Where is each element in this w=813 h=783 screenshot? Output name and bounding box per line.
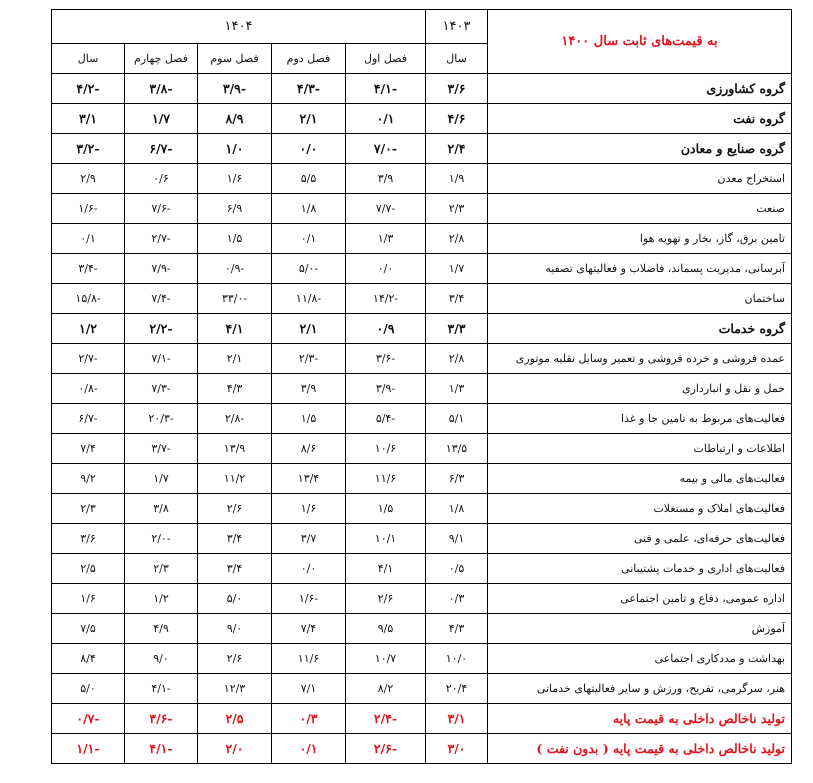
table-row: [52, 584, 792, 614]
cell-q3: -۳۳/۰: [198, 284, 272, 314]
cell-q1: ۱۱/۶: [346, 464, 426, 494]
cell-q3: ۱/۶: [198, 164, 272, 194]
cell-q3: -۰/۹: [198, 254, 272, 284]
gdp-growth-table: [51, 9, 792, 764]
cell-year-1404: ۷/۵: [52, 614, 125, 644]
cell-q3: -۳/۹: [198, 74, 272, 104]
cell-year-1403: ۳/۴: [426, 284, 488, 314]
cell-q3: ۴/۳: [198, 374, 272, 404]
cell-year-1404: -۰/۷: [52, 704, 125, 734]
cell-q3: ۲/۶: [198, 644, 272, 674]
cell-year-1403: ۹/۱: [426, 524, 488, 554]
row-label: آبرسانی، مدیریت پسماند، فاضلاب و فعالیتهای تصفیه: [488, 254, 792, 284]
cell-year-1404: -۰/۸: [52, 374, 125, 404]
cell-q3: ۱۱/۲: [198, 464, 272, 494]
cell-q4: -۳/۸: [125, 74, 198, 104]
row-label: ساختمان: [488, 284, 792, 314]
cell-q4: -۷/۱: [125, 344, 198, 374]
cell-q2: ۷/۴: [272, 614, 346, 644]
row-label: عمده فروشی و خرده فروشی و تعمیر وسایل نقلیه موتوری: [488, 344, 792, 374]
cell-year-1404: ۹/۲: [52, 464, 125, 494]
table-row: [52, 734, 792, 764]
cell-q2: ۵/۵: [272, 164, 346, 194]
col-header-q2: فصل دوم: [272, 44, 346, 74]
table-row: [52, 254, 792, 284]
cell-q2: ۷/۱: [272, 674, 346, 704]
table-row: [52, 104, 792, 134]
cell-year-1403: ۰/۳: [426, 584, 488, 614]
cell-q3: ۲/۱: [198, 344, 272, 374]
table-row: [52, 524, 792, 554]
row-label: اطلاعات و ارتباطات: [488, 434, 792, 464]
row-label: بهداشت و مددکاری اجتماعی: [488, 644, 792, 674]
col-header-q3: فصل سوم: [198, 44, 272, 74]
col-header-q1: فصل اول: [346, 44, 426, 74]
cell-q2: -۵/۰: [272, 254, 346, 284]
cell-year-1404: -۱۵/۸: [52, 284, 125, 314]
row-label: آموزش: [488, 614, 792, 644]
cell-q1: ۹/۵: [346, 614, 426, 644]
year-1403-header: ۱۴۰۳: [426, 10, 488, 44]
cell-year-1404: ۷/۴: [52, 434, 125, 464]
cell-year-1403: ۳/۱: [426, 704, 488, 734]
cell-q3: ۱/۵: [198, 224, 272, 254]
row-label: فعالیت‌های مربوط به تامین جا و غذا: [488, 404, 792, 434]
cell-year-1403: ۱/۹: [426, 164, 488, 194]
row-label: حمل و نقل و انبارداری: [488, 374, 792, 404]
table-row: [52, 674, 792, 704]
row-label: تولید ناخالص داخلی به قیمت پایه: [488, 704, 792, 734]
cell-q2: ۰/۳: [272, 704, 346, 734]
cell-q1: ۳/۹: [346, 164, 426, 194]
cell-q4: -۶/۷: [125, 134, 198, 164]
cell-q4: -۳/۷: [125, 434, 198, 464]
row-label: فعالیت‌های املاک و مستغلات: [488, 494, 792, 524]
cell-year-1403: ۴/۳: [426, 614, 488, 644]
cell-q3: ۶/۹: [198, 194, 272, 224]
cell-year-1403: ۲/۸: [426, 224, 488, 254]
row-label: تولید ناخالص داخلی به قیمت پایه ( بدون نفت ): [488, 734, 792, 764]
cell-q1: -۵/۴: [346, 404, 426, 434]
table-row: [52, 434, 792, 464]
cell-q4: ۱/۷: [125, 104, 198, 134]
cell-year-1404: ۳/۱: [52, 104, 125, 134]
cell-year-1404: -۱/۱: [52, 734, 125, 764]
cell-year-1404: ۸/۴: [52, 644, 125, 674]
cell-year-1403: ۰/۵: [426, 554, 488, 584]
cell-year-1404: ۳/۶: [52, 524, 125, 554]
cell-q4: ۳/۸: [125, 494, 198, 524]
cell-q2: ۱۱/۶: [272, 644, 346, 674]
table-row: [52, 164, 792, 194]
cell-year-1403: ۳/۳: [426, 314, 488, 344]
table-row: [52, 614, 792, 644]
row-label: فعالیت‌های حرفه‌ای، علمی و فنی: [488, 524, 792, 554]
cell-q1: ۱/۵: [346, 494, 426, 524]
cell-q1: -۳/۹: [346, 374, 426, 404]
table-row: [52, 74, 792, 104]
cell-q1: -۲/۶: [346, 734, 426, 764]
cell-q2: ۱/۶: [272, 494, 346, 524]
row-label: فعالیت‌های اداری و خدمات پشتیبانی: [488, 554, 792, 584]
table-row: [52, 284, 792, 314]
cell-q4: -۷/۹: [125, 254, 198, 284]
cell-year-1403: ۵/۱: [426, 404, 488, 434]
cell-year-1403: ۲/۸: [426, 344, 488, 374]
cell-q2: -۱/۶: [272, 584, 346, 614]
row-label: گروه کشاورزی: [488, 74, 792, 104]
cell-q3: ۱۲/۳: [198, 674, 272, 704]
cell-q1: ۴/۱: [346, 554, 426, 584]
cell-q1: -۳/۶: [346, 344, 426, 374]
cell-q4: ۰/۶: [125, 164, 198, 194]
cell-q1: -۴/۱: [346, 74, 426, 104]
cell-year-1404: ۵/۰: [52, 674, 125, 704]
cell-year-1404: -۱/۶: [52, 194, 125, 224]
table-title: به قیمت‌های ثابت سال ۱۴۰۰: [488, 10, 792, 74]
row-label: هنر، سرگرمی، تفریح، ورزش و سایر فعالیتهای خدماتی: [488, 674, 792, 704]
table-row: [52, 194, 792, 224]
cell-q1: ۰/۰: [346, 254, 426, 284]
cell-q3: ۱/۰: [198, 134, 272, 164]
year-1404-header: ۱۴۰۴: [52, 10, 426, 44]
cell-q3: ۳/۴: [198, 554, 272, 584]
cell-q1: -۲/۴: [346, 704, 426, 734]
cell-q2: ۱۳/۴: [272, 464, 346, 494]
cell-q3: ۲/۶: [198, 494, 272, 524]
cell-q4: ۲/۳: [125, 554, 198, 584]
row-label: گروه نفت: [488, 104, 792, 134]
cell-q3: ۲/۰: [198, 734, 272, 764]
cell-year-1403: ۱۳/۵: [426, 434, 488, 464]
cell-q3: ۹/۰: [198, 614, 272, 644]
cell-q4: -۲۰/۳: [125, 404, 198, 434]
cell-q3: ۸/۹: [198, 104, 272, 134]
table-row: [52, 554, 792, 584]
col-header-year-1403: سال: [426, 44, 488, 74]
cell-year-1404: -۲/۷: [52, 344, 125, 374]
table-body: [52, 74, 792, 764]
cell-q1: ۱۰/۱: [346, 524, 426, 554]
cell-q4: -۲/۷: [125, 224, 198, 254]
cell-q2: ۰/۰: [272, 554, 346, 584]
cell-year-1403: ۱/۷: [426, 254, 488, 284]
cell-q4: -۴/۱: [125, 734, 198, 764]
cell-q4: -۲/۲: [125, 314, 198, 344]
cell-q2: ۸/۶: [272, 434, 346, 464]
col-header-year-1404: سال: [52, 44, 125, 74]
cell-q4: -۴/۱: [125, 674, 198, 704]
cell-year-1404: ۲/۳: [52, 494, 125, 524]
cell-year-1403: ۳/۶: [426, 74, 488, 104]
cell-q2: -۱۱/۸: [272, 284, 346, 314]
cell-year-1403: ۴/۶: [426, 104, 488, 134]
cell-q3: -۲/۸: [198, 404, 272, 434]
cell-q4: -۷/۶: [125, 194, 198, 224]
cell-year-1404: -۳/۲: [52, 134, 125, 164]
cell-q1: ۰/۹: [346, 314, 426, 344]
cell-year-1403: ۲۰/۴: [426, 674, 488, 704]
cell-q2: ۳/۷: [272, 524, 346, 554]
cell-q4: ۱/۷: [125, 464, 198, 494]
cell-q1: -۱۴/۲: [346, 284, 426, 314]
cell-q3: ۱۳/۹: [198, 434, 272, 464]
cell-q4: ۱/۲: [125, 584, 198, 614]
table-row: [52, 464, 792, 494]
cell-q4: -۳/۶: [125, 704, 198, 734]
cell-q3: ۴/۱: [198, 314, 272, 344]
year-header-row: [52, 10, 792, 44]
cell-year-1404: ۱/۶: [52, 584, 125, 614]
cell-year-1403: ۲/۴: [426, 134, 488, 164]
table-row: [52, 224, 792, 254]
cell-year-1404: ۲/۹: [52, 164, 125, 194]
cell-q1: ۱۰/۶: [346, 434, 426, 464]
cell-q2: -۴/۳: [272, 74, 346, 104]
cell-q1: ۲/۶: [346, 584, 426, 614]
cell-q4: ۹/۰: [125, 644, 198, 674]
row-label: گروه صنایع و معادن: [488, 134, 792, 164]
cell-q4: ۴/۹: [125, 614, 198, 644]
cell-year-1404: -۶/۷: [52, 404, 125, 434]
cell-q4: -۲/۰: [125, 524, 198, 554]
row-label: فعالیت‌های مالی و بیمه: [488, 464, 792, 494]
cell-q2: ۲/۱: [272, 104, 346, 134]
cell-q3: ۲/۵: [198, 704, 272, 734]
cell-q1: ۱۰/۷: [346, 644, 426, 674]
cell-q2: ۱/۸: [272, 194, 346, 224]
cell-q1: ۰/۱: [346, 104, 426, 134]
cell-q3: ۵/۰: [198, 584, 272, 614]
col-header-q4: فصل چهارم: [125, 44, 198, 74]
cell-q2: ۲/۱: [272, 314, 346, 344]
cell-q2: -۲/۳: [272, 344, 346, 374]
cell-q2: ۳/۹: [272, 374, 346, 404]
table-row: [52, 344, 792, 374]
cell-q4: -۷/۳: [125, 374, 198, 404]
cell-year-1403: ۱/۳: [426, 374, 488, 404]
cell-q2: ۰/۰: [272, 134, 346, 164]
row-label: استخراج معدن: [488, 164, 792, 194]
cell-year-1404: ۱/۲: [52, 314, 125, 344]
table-row: [52, 314, 792, 344]
cell-q2: ۰/۱: [272, 734, 346, 764]
row-label: صنعت: [488, 194, 792, 224]
cell-year-1404: -۳/۴: [52, 254, 125, 284]
cell-year-1404: -۴/۲: [52, 74, 125, 104]
row-label: اداره عمومی، دفاع و تامین اجتماعی: [488, 584, 792, 614]
table-row: [52, 644, 792, 674]
table-row: [52, 404, 792, 434]
table-row: [52, 134, 792, 164]
cell-q2: ۰/۱: [272, 224, 346, 254]
cell-q1: ۸/۲: [346, 674, 426, 704]
cell-year-1403: ۲/۳: [426, 194, 488, 224]
cell-q3: ۳/۴: [198, 524, 272, 554]
cell-year-1403: ۱/۸: [426, 494, 488, 524]
cell-year-1403: ۱۰/۰: [426, 644, 488, 674]
cell-year-1404: ۰/۱: [52, 224, 125, 254]
row-label: تامین برق، گاز، بخار و تهویه هوا: [488, 224, 792, 254]
row-label: گروه خدمات: [488, 314, 792, 344]
cell-q2: ۱/۵: [272, 404, 346, 434]
cell-q1: ۱/۳: [346, 224, 426, 254]
table-row: [52, 494, 792, 524]
table-row: [52, 704, 792, 734]
cell-year-1403: ۳/۰: [426, 734, 488, 764]
table-row: [52, 374, 792, 404]
cell-year-1404: ۲/۵: [52, 554, 125, 584]
cell-q4: -۷/۴: [125, 284, 198, 314]
cell-q1: -۷/۷: [346, 194, 426, 224]
cell-year-1403: ۶/۳: [426, 464, 488, 494]
cell-q1: -۷/۰: [346, 134, 426, 164]
